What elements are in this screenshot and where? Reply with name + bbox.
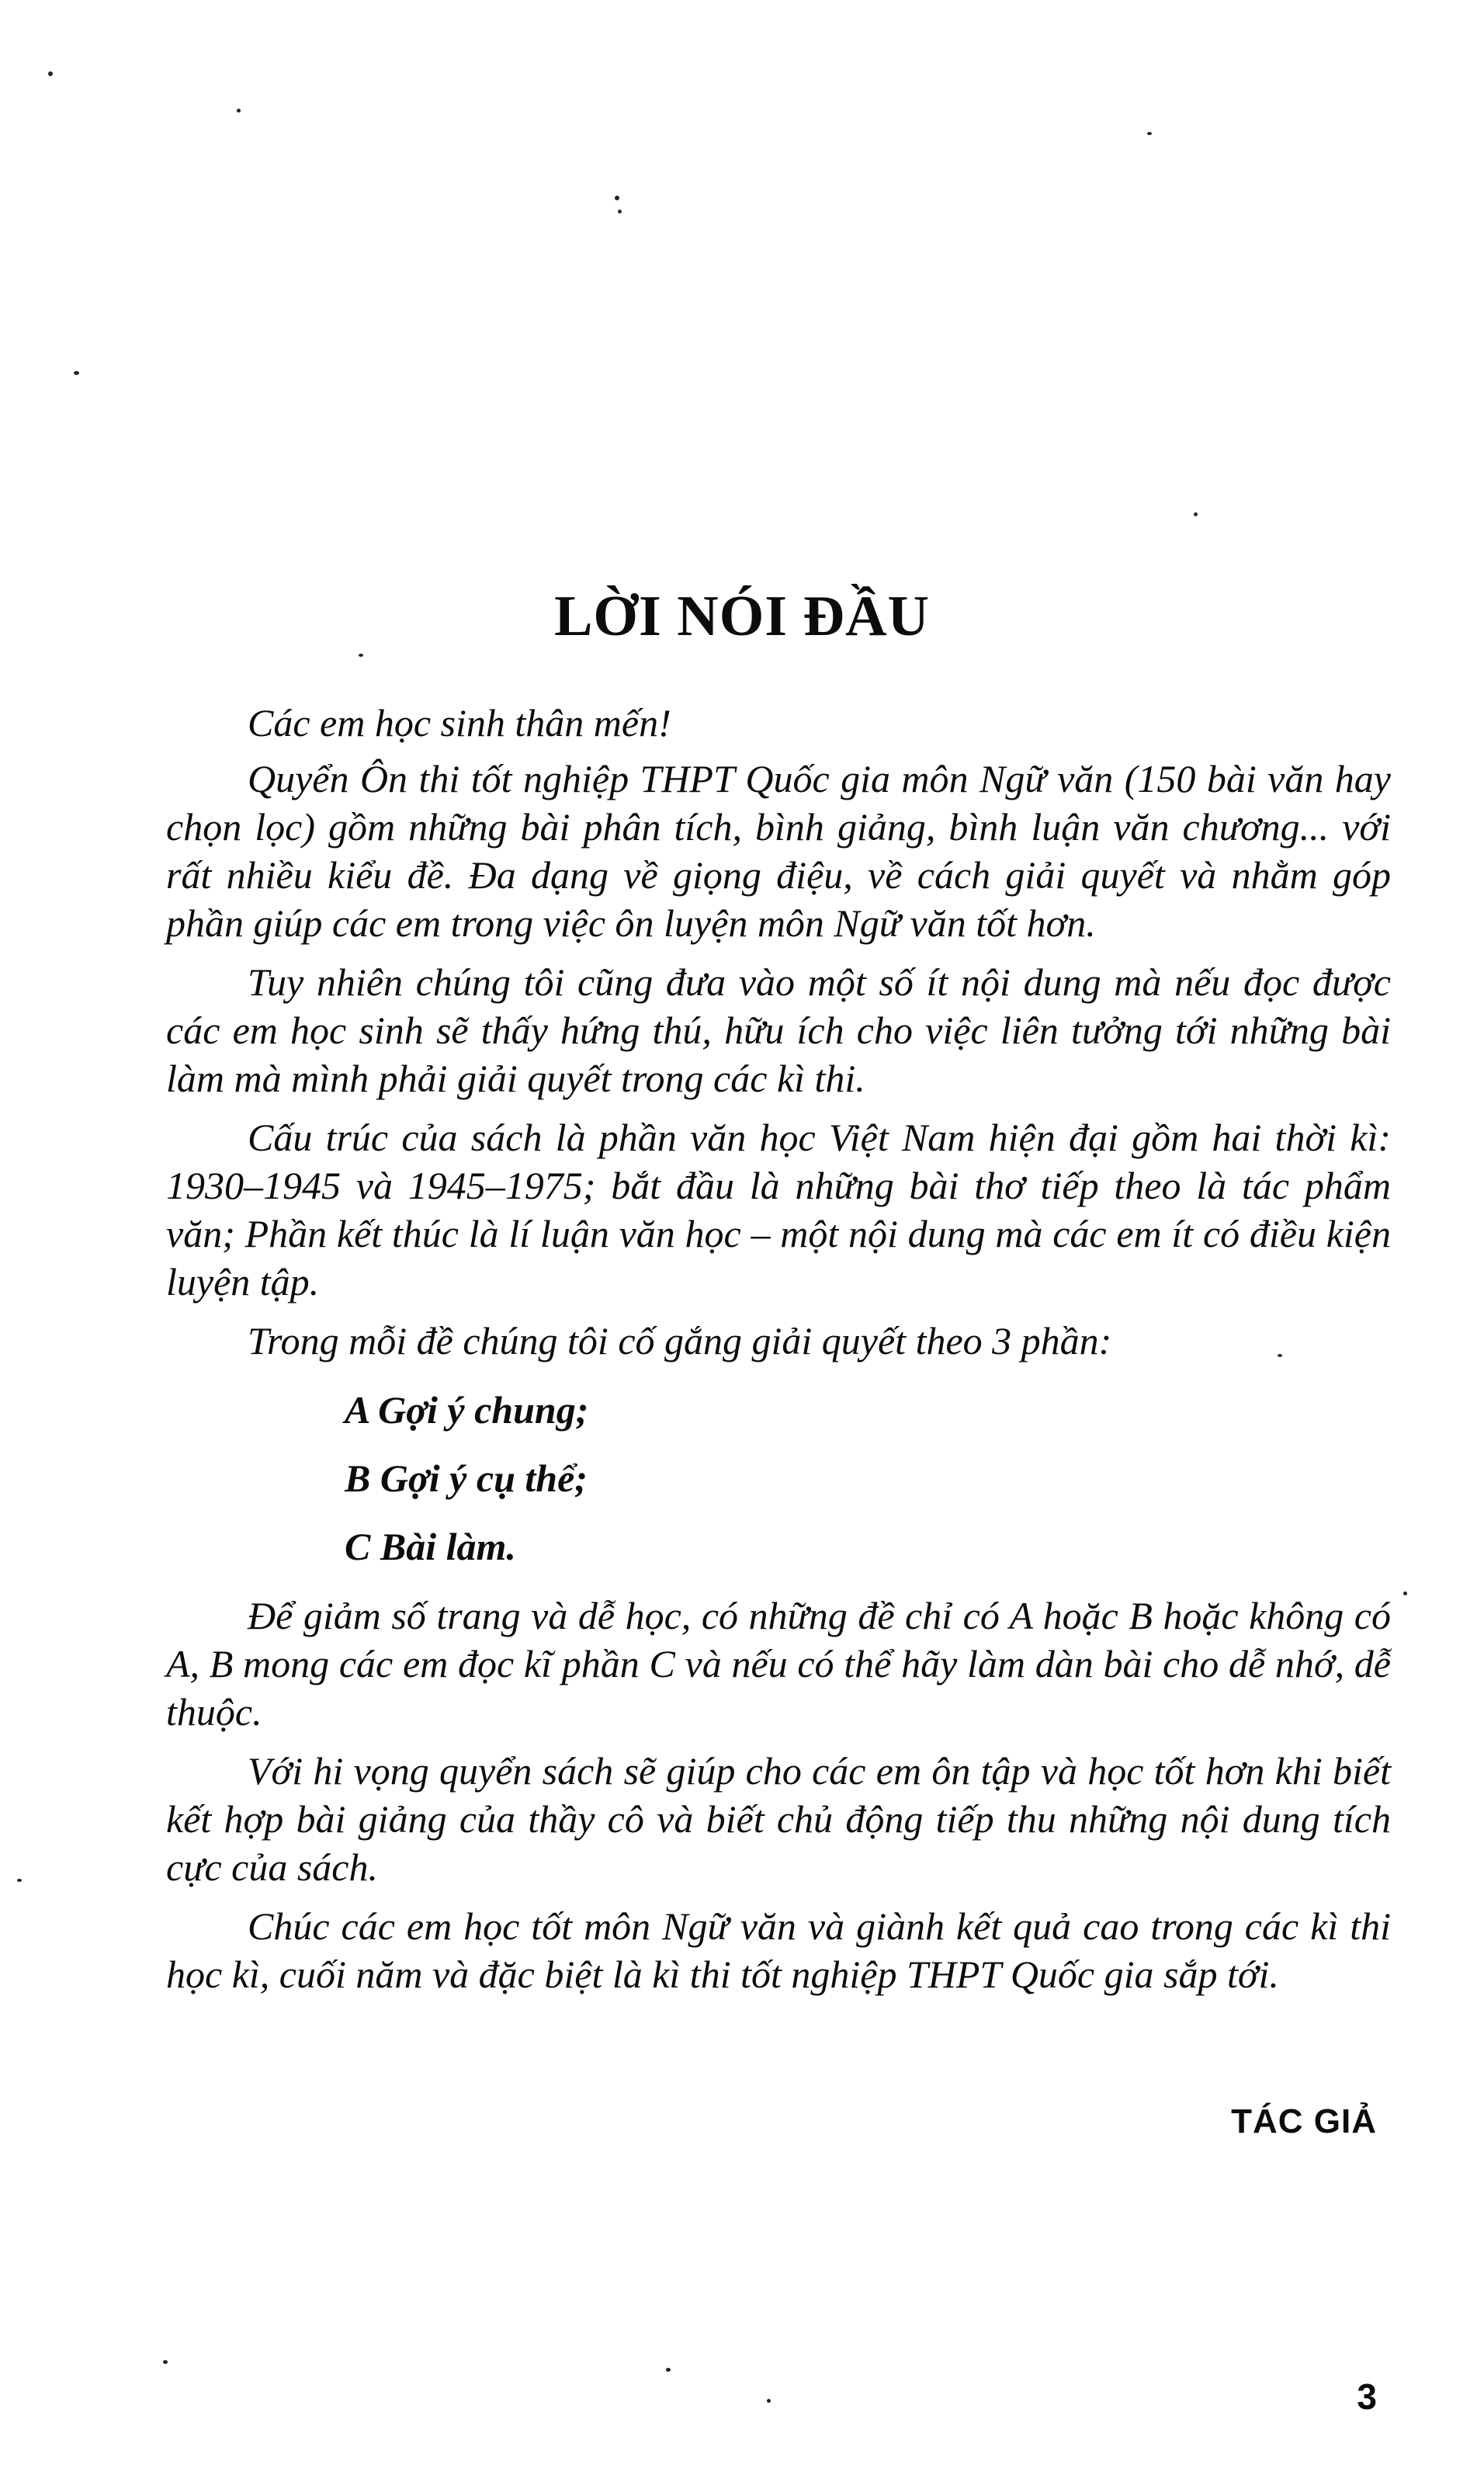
- paragraph-intro: Quyển Ôn thi tốt nghiệp THPT Quốc gia môn Ngữ văn (150 bài văn hay chọn lọc) gồm những bài phân tích, bình giảng, bình luận văn chương... với rất nhiều kiểu đề. Đa dạng về giọng điệu, về cách giải quyết và nhằm góp phần giúp các em trong việc ôn luyện môn Ngữ văn tốt hơn.: [166, 757, 1391, 945]
- page-title: LỜI NÓI ĐẦU: [554, 585, 930, 648]
- scan-speck: [1147, 132, 1152, 135]
- scan-speck: [74, 371, 79, 375]
- scan-speck: [618, 210, 622, 213]
- part-c: C Bài làm.: [345, 1525, 516, 1568]
- scan-speck: [666, 2368, 671, 2372]
- scan-speck: [1194, 512, 1198, 516]
- scan-speck: [359, 654, 363, 657]
- parts-list: [166, 1376, 1391, 1581]
- preface-body: [166, 699, 1391, 2009]
- paragraph-usage: Để giảm số trang và dễ học, có những đề chỉ có A hoặc B hoặc không có A, B mong các em đọc kĩ phần C và nếu có thể hãy làm dàn bài cho dễ nhớ, dễ thuộc.: [166, 1594, 1391, 1734]
- author-signature: TÁC GIẢ: [1231, 2102, 1377, 2140]
- scan-speck: [767, 2399, 771, 2403]
- scan-speck: [1403, 1592, 1407, 1595]
- paragraph-wishes: Chúc các em học tốt môn Ngữ văn và giành kết quả cao trong các kì thi học kì, cuối năm và đặc biệt là kì thi tốt nghiệp THPT Quốc gia sắp tới.: [166, 1904, 1391, 1996]
- paragraph-hope: Với hi vọng quyển sách sẽ giúp cho các em ôn tập và học tốt hơn khi biết kết hợp bài giảng của thầy cô và biết chủ động tiếp thu những nội dung tích cực của sách.: [166, 1749, 1391, 1889]
- greeting: Các em học sinh thân mến!: [248, 701, 671, 745]
- scan-speck: [163, 2360, 168, 2364]
- paragraph-structure: Cấu trúc của sách là phần văn học Việt Nam hiện đại gồm hai thời kì: 1930–1945 và 1945–1975; bắt đầu là những bài thơ tiếp theo là tác phẩm văn; Phần kết thúc là lí luận văn học – một nội dung mà các em ít có điều kiện luyện tập.: [166, 1116, 1391, 1303]
- scan-speck: [17, 1879, 22, 1882]
- paragraph-method: Trong mỗi đề chúng tôi cố gắng giải quyết theo 3 phần:: [248, 1319, 1112, 1362]
- scan-speck: [48, 71, 53, 76]
- scan-speck: [615, 196, 619, 200]
- part-b: B Gợi ý cụ thể;: [345, 1456, 588, 1500]
- scan-speck: [1278, 1354, 1282, 1357]
- part-a: A Gợi ý chung;: [345, 1388, 589, 1432]
- page-number: 3: [1357, 2376, 1377, 2417]
- paragraph-content-note: Tuy nhiên chúng tôi cũng đưa vào một số ít nội dung mà nếu đọc được các em học sinh sẽ thấy hứng thú, hữu ích cho việc liên tưởng tới những bài làm mà mình phải giải quyết trong các kì thi.: [166, 960, 1391, 1100]
- scan-speck: [237, 109, 241, 113]
